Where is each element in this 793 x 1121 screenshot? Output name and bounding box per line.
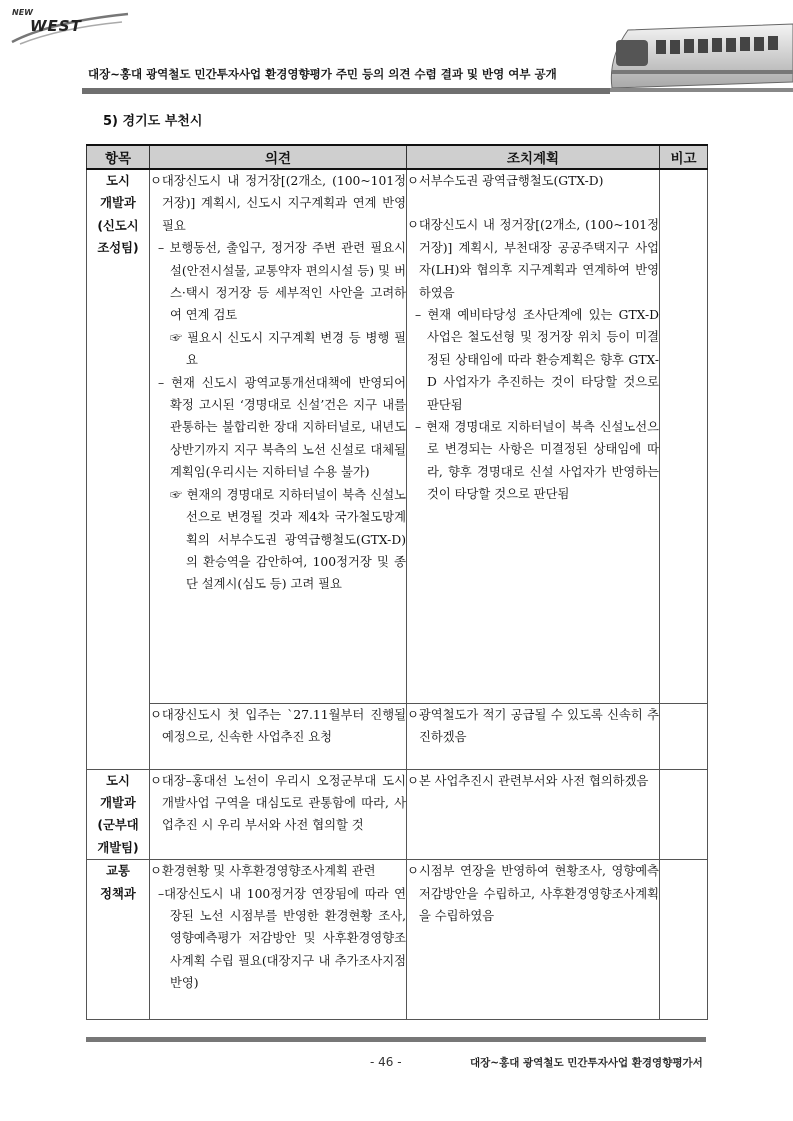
- section-title: 5) 경기도 부천시: [103, 114, 203, 129]
- category-line: (신도시: [97, 218, 139, 233]
- category-line: 정책과: [100, 886, 136, 901]
- opinion-cell: [150, 703, 407, 769]
- opinion-cell: [150, 769, 407, 860]
- opinion-cell: [150, 860, 407, 1020]
- category-line: 개발팀): [97, 840, 139, 855]
- remarks-cell: [660, 703, 708, 769]
- table-row: [87, 703, 708, 769]
- category-line: (군부대: [97, 818, 139, 833]
- opinion-item: ㅇ대장–홍대선 노선이 우리시 오정군부대 도시개발사업 구역을 대심도로 관통함에 따라, 사업추진 시 우리 부서와 사전 협의할 것: [150, 773, 406, 833]
- action-subitem: – 현재 예비타당성 조사단계에 있는 GTX-D 사업은 철도선형 및 정거장 위치 등이 미결정된 상태임에 따라 환승계획은 향후 GTX-D 사업자가 추진하는 것이 타당할 것으로 판단됨: [415, 308, 659, 412]
- opinion-cell: [150, 169, 407, 703]
- category-line: 개발과: [100, 795, 136, 810]
- action-cell: [407, 703, 660, 769]
- page-number: - 46 -: [370, 1055, 402, 1069]
- opinion-item: ㅇ환경현황 및 사후환경영향조사계획 관련: [150, 864, 376, 879]
- action-item: ㅇ광역철도가 적기 공급될 수 있도록 신속히 추진하겠음: [407, 707, 659, 744]
- category-line: 도시: [106, 174, 130, 188]
- action-item: ㅇ본 사업추진시 관련부서와 사전 협의하겠음: [407, 773, 649, 788]
- action-item: ㅇ서부수도권 광역급행철도(GTX-D): [407, 174, 604, 188]
- remarks-cell: [660, 169, 708, 703]
- remarks-cell: [660, 860, 708, 1020]
- logo-west-text: WEST: [30, 17, 82, 35]
- opinion-table: [86, 144, 708, 1020]
- category-cell-gubu: [87, 769, 150, 860]
- action-item: ㅇ대장신도시 내 정거장[(2개소, (100~101정거장)] 계획시, 부천대장 공공주택지구 사업자(LH)와 협의후 지구계획과 연계하여 반영하였음: [407, 218, 659, 300]
- header-remarks: 비고: [660, 145, 708, 169]
- header-title: 대장~홍대 광역철도 민간투자사업 환경영향평가 주민 등의 의견 수렴 결과 및 반영 여부 공개: [88, 67, 557, 81]
- spacer: [407, 192, 659, 214]
- category-line: 개발과: [100, 196, 136, 211]
- table-row: [87, 769, 708, 860]
- opinion-subitem: – 현재 신도시 광역교통개선대책에 반영되어 확정 고시된 ‘경명대로 신설’건은 지구 내를 관통하는 불합리한 장대 지하터널로, 내년도 상반기까지 지구 북측의 노선 신설로 대체될 계획임(우리시는 지하터널 수용 불가): [158, 375, 406, 480]
- logo-new-text: NEW: [12, 8, 33, 17]
- header-opinion: 의견: [150, 145, 407, 169]
- opinion-note: ☞ 필요시 신도시 지구계획 변경 등 병행 필요: [170, 330, 406, 368]
- action-cell: [407, 769, 660, 860]
- action-subitem: – 현재 경명대로 지하터널이 북측 신설노선으로 변경되는 사항은 미결정된 상태임에 따라, 향후 경명대로 신설 사업자가 반영하는 것이 타당할 것으로 판단됨: [415, 420, 659, 502]
- table-header-row: [87, 145, 708, 169]
- train-icon: [590, 18, 793, 98]
- action-item: ㅇ시점부 연장을 반영하여 현황조사, 영향예측 저감방안을 수립하고, 사후환경영향조사계획을 수립하였음: [407, 864, 659, 923]
- header-rule: [82, 88, 610, 94]
- action-cell: [407, 169, 660, 703]
- opinion-subitem: – 보행동선, 출입구, 정거장 주변 관련 필요시설(안전시설물, 교통약자 편의시설 등) 및 버스·택시 정거장 등 세부적인 사안을 고려하여 연계 검토: [158, 241, 406, 323]
- opinion-item: ㅇ대장신도시 첫 입주는 `27.11월부터 진행될 예정으로, 신속한 사업추진 요청: [150, 707, 406, 744]
- category-cell-new-town: [87, 169, 150, 769]
- category-line: 교통: [106, 864, 130, 879]
- footer-rule: [86, 1037, 706, 1042]
- opinion-subitem: –대장신도시 내 100정거장 연장됨에 따라 연장된 노선 시점부를 반영한 환경현황 조사, 영향예측평가 저감방안 및 사후환경영향조사계획 수립 필요(대장지구 내 추가조사지점 반영): [158, 886, 406, 991]
- category-line: 도시: [106, 773, 130, 788]
- action-cell: [407, 860, 660, 1020]
- category-line: 조성팀): [97, 241, 139, 256]
- opinion-note: ☞ 현재의 경명대로 지하터널이 북측 신설노선으로 변경될 것과 제4차 국가철도망계획의 서부수도권 광역급행철도(GTX-D)의 환승역을 감안하여, 100정거장 및 종단 설계시(심도 등) 고려 필요: [170, 487, 406, 592]
- header-action: 조치계획: [407, 145, 660, 169]
- table-row: [87, 169, 708, 703]
- category-cell-traffic: [87, 860, 150, 1020]
- footer-title: 대장~홍대 광역철도 민간투자사업 환경영향평가서: [470, 1057, 703, 1069]
- header-category: 항목: [87, 145, 150, 169]
- remarks-cell: [660, 769, 708, 860]
- table-row: [87, 860, 708, 1020]
- opinion-item: ㅇ대장신도시 내 정거장[(2개소, (100~101정거장)] 계획시, 신도시 지구계획과 연계 반영 필요: [150, 174, 406, 233]
